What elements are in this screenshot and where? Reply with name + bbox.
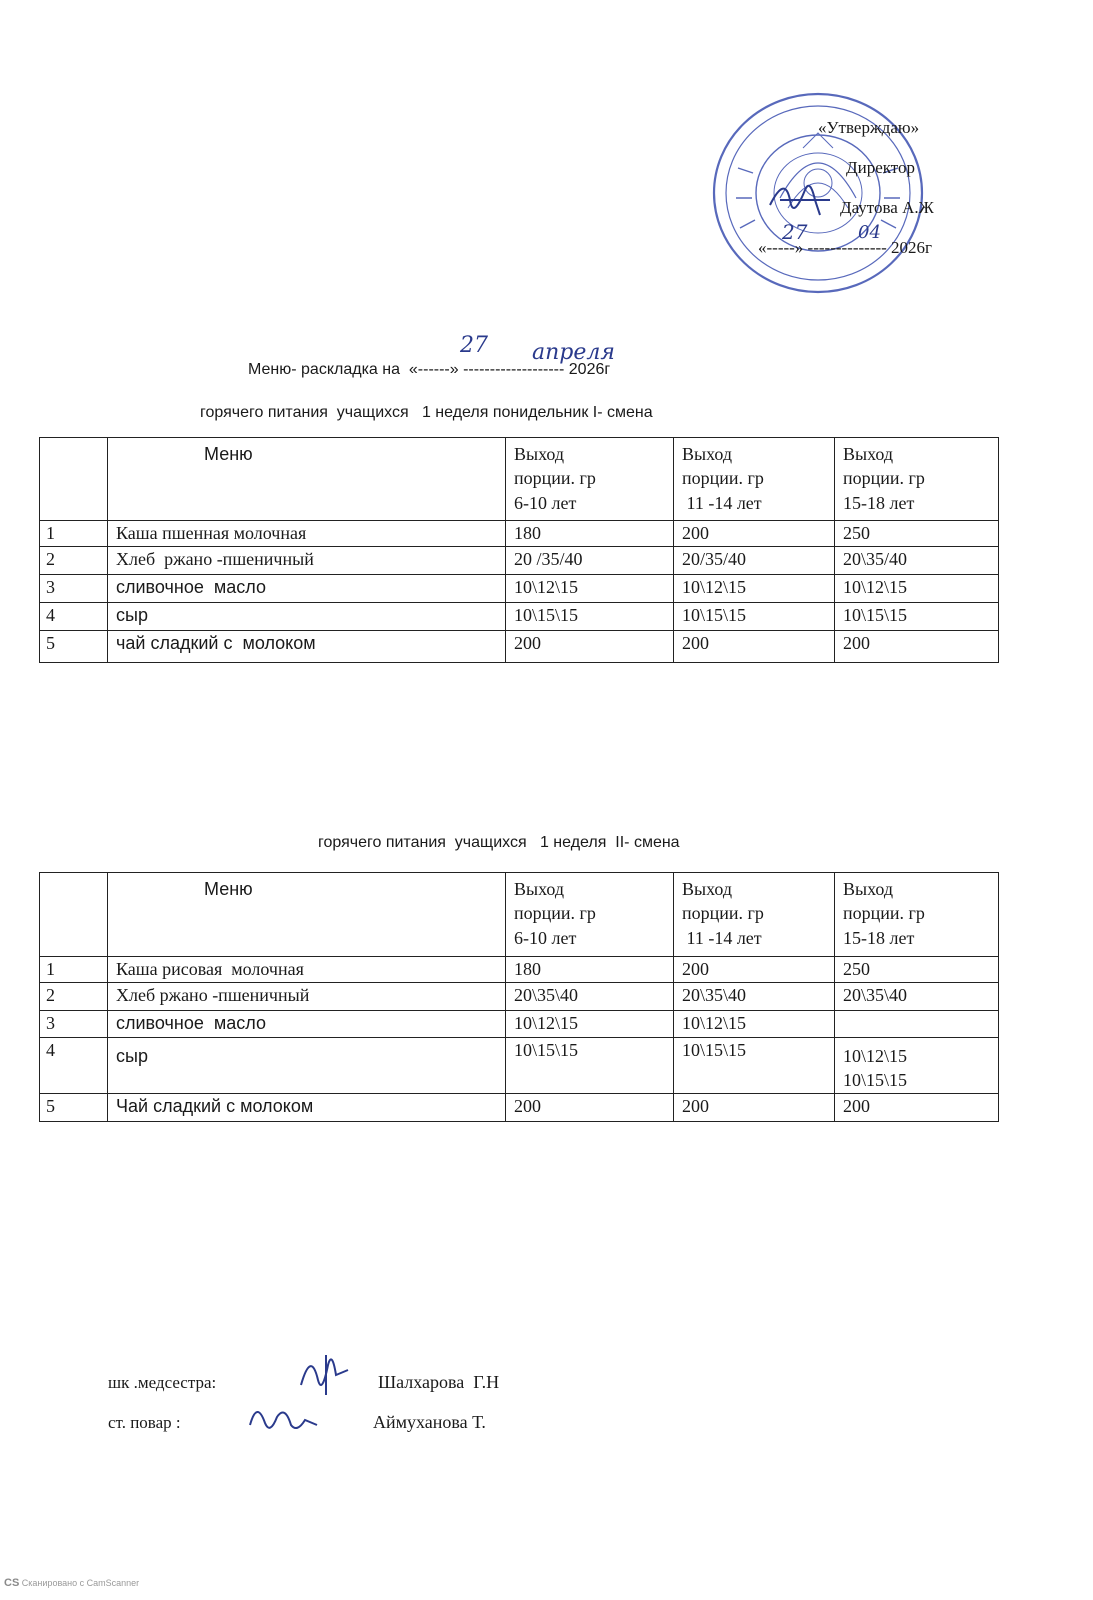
portion-6-10: 20 /35/40 bbox=[506, 547, 674, 575]
portion-15-18: 20\35/40 bbox=[835, 547, 999, 575]
header-text: Выход bbox=[843, 444, 894, 464]
header-col-11-14 bbox=[674, 873, 835, 957]
portion-6-10: 200 bbox=[506, 1093, 674, 1121]
portion-value: 10\12\15 bbox=[843, 1046, 908, 1066]
table-row bbox=[40, 631, 999, 663]
dish-name: Хлеб ржано -пшеничный bbox=[108, 983, 506, 1011]
header-text: 15-18 лет bbox=[843, 927, 915, 948]
dish-name: сливочное масло bbox=[108, 575, 506, 603]
table-row bbox=[40, 603, 999, 631]
header-num-cell bbox=[40, 873, 108, 957]
row-number: 4 bbox=[40, 1038, 108, 1094]
dish-name: Хлеб ржано -пшеничный bbox=[108, 547, 506, 575]
row-number: 1 bbox=[40, 957, 108, 983]
cook-name: Аймуханова Т. bbox=[373, 1412, 486, 1432]
table-row bbox=[40, 1038, 999, 1094]
portion-11-14: 200 bbox=[674, 521, 835, 547]
portion-15-18 bbox=[835, 1038, 999, 1094]
header-num-cell bbox=[40, 438, 108, 521]
portion-11-14: 200 bbox=[674, 957, 835, 983]
header-text: 11 -14 лет bbox=[682, 927, 762, 948]
portion-6-10: 10\15\15 bbox=[506, 1038, 674, 1094]
dish-name: чай сладкий с молоком bbox=[108, 631, 506, 663]
portion-15-18: 20\35\40 bbox=[835, 983, 999, 1011]
portion-6-10: 200 bbox=[506, 631, 674, 663]
cs-logo: CS bbox=[4, 1577, 20, 1589]
director-position: Директор bbox=[846, 158, 915, 177]
table-row bbox=[40, 957, 999, 983]
table-row bbox=[40, 547, 999, 575]
portion-11-14: 10\15\15 bbox=[674, 603, 835, 631]
header-col-11-14 bbox=[674, 438, 835, 521]
table-row bbox=[40, 521, 999, 547]
table-row bbox=[40, 983, 999, 1011]
portion-11-14: 10\15\15 bbox=[674, 1038, 835, 1094]
header-col-6-10 bbox=[506, 873, 674, 957]
approval-date-line: «-----» -------------- 2026г bbox=[758, 238, 933, 257]
header-text: 6-10 лет bbox=[514, 927, 577, 948]
approval-handwritten-month: 04 bbox=[858, 222, 881, 243]
header-menu: Меню bbox=[108, 438, 506, 521]
portion-6-10: 20\35\40 bbox=[506, 983, 674, 1011]
header-col-15-18 bbox=[835, 438, 999, 521]
table-header-row bbox=[40, 873, 999, 957]
header-text: порции. гр bbox=[843, 903, 925, 924]
portion-6-10: 180 bbox=[506, 521, 674, 547]
dish-name: Каша пшенная молочная bbox=[108, 521, 506, 547]
dish-name: Каша рисовая молочная bbox=[108, 957, 506, 983]
header-text: порции. гр bbox=[682, 468, 764, 489]
portion-11-14: 10\12\15 bbox=[674, 575, 835, 603]
portion-15-18: 10\12\15 bbox=[835, 575, 999, 603]
header-text: Выход bbox=[514, 444, 565, 464]
header-col-15-18 bbox=[835, 873, 999, 957]
header-text: Выход bbox=[514, 879, 565, 899]
row-number: 4 bbox=[40, 603, 108, 631]
header-text: порции. гр bbox=[514, 903, 596, 924]
portion-15-18: 200 bbox=[835, 1093, 999, 1121]
table-header-row bbox=[40, 438, 999, 521]
portion-11-14: 20/35/40 bbox=[674, 547, 835, 575]
row-number: 3 bbox=[40, 1011, 108, 1038]
dish-name: сыр bbox=[108, 603, 506, 631]
header-text: Выход bbox=[843, 879, 894, 899]
approval-handwritten-day: 27 bbox=[782, 220, 808, 244]
portion-11-14: 200 bbox=[674, 1093, 835, 1121]
menu-table-shift1 bbox=[39, 437, 999, 663]
portion-6-10: 10\15\15 bbox=[506, 603, 674, 631]
row-number: 5 bbox=[40, 1093, 108, 1121]
portion-15-18 bbox=[835, 1011, 999, 1038]
header-text: порции. гр bbox=[682, 903, 764, 924]
row-number: 5 bbox=[40, 631, 108, 663]
menu-table-shift2 bbox=[39, 872, 999, 1122]
header-text: Выход bbox=[682, 879, 733, 899]
title-handwritten-month: апреля bbox=[532, 340, 615, 365]
header-text: Выход bbox=[682, 444, 733, 464]
cook-label: ст. повар : bbox=[108, 1413, 181, 1432]
camscanner-watermark bbox=[4, 1577, 139, 1589]
nurse-signature bbox=[296, 1345, 356, 1400]
portion-15-18: 10\15\15 bbox=[835, 603, 999, 631]
header-text: порции. гр bbox=[514, 468, 596, 489]
cook-signature bbox=[250, 1412, 317, 1428]
table2-subtitle: горячего питания учащихся 1 неделя II- смена bbox=[318, 834, 680, 851]
page-title: Меню- раскладка на «------» ------------------- 2026г bbox=[248, 361, 611, 378]
table1-subtitle: горячего питания учащихся 1 неделя понидельник I- смена bbox=[200, 404, 653, 421]
scanner-text: Сканировано с CamScanner bbox=[21, 1578, 140, 1588]
portion-15-18: 250 bbox=[835, 957, 999, 983]
portion-11-14: 20\35\40 bbox=[674, 983, 835, 1011]
approve-label: «Утверждаю» bbox=[818, 118, 920, 137]
header-text: 15-18 лет bbox=[843, 492, 915, 513]
director-name: Даутова А.Ж bbox=[840, 198, 934, 217]
nurse-name: Шалхарова Г.Н bbox=[378, 1372, 500, 1392]
dish-name: сыр bbox=[108, 1038, 506, 1094]
portion-6-10: 10\12\15 bbox=[506, 1011, 674, 1038]
header-text: 11 -14 лет bbox=[682, 492, 762, 513]
table-row bbox=[40, 575, 999, 603]
row-number: 1 bbox=[40, 521, 108, 547]
table-row bbox=[40, 1093, 999, 1121]
nurse-label: шк .медсестра: bbox=[108, 1373, 217, 1392]
title-handwritten-day: 27 bbox=[460, 333, 488, 358]
row-number: 2 bbox=[40, 547, 108, 575]
portion-15-18: 200 bbox=[835, 631, 999, 663]
portion-value: 10\15\15 bbox=[843, 1070, 908, 1091]
director-signature bbox=[760, 170, 850, 230]
dish-name: Чай сладкий с молоком bbox=[108, 1093, 506, 1121]
portion-6-10: 180 bbox=[506, 957, 674, 983]
header-text: 6-10 лет bbox=[514, 492, 577, 513]
dish-name: сливочное масло bbox=[108, 1011, 506, 1038]
header-menu: Меню bbox=[108, 873, 506, 957]
portion-6-10: 10\12\15 bbox=[506, 575, 674, 603]
portion-11-14: 10\12\15 bbox=[674, 1011, 835, 1038]
header-col-6-10 bbox=[506, 438, 674, 521]
row-number: 2 bbox=[40, 983, 108, 1011]
row-number: 3 bbox=[40, 575, 108, 603]
portion-15-18: 250 bbox=[835, 521, 999, 547]
header-text: порции. гр bbox=[843, 468, 925, 489]
table-row bbox=[40, 1011, 999, 1038]
portion-11-14: 200 bbox=[674, 631, 835, 663]
